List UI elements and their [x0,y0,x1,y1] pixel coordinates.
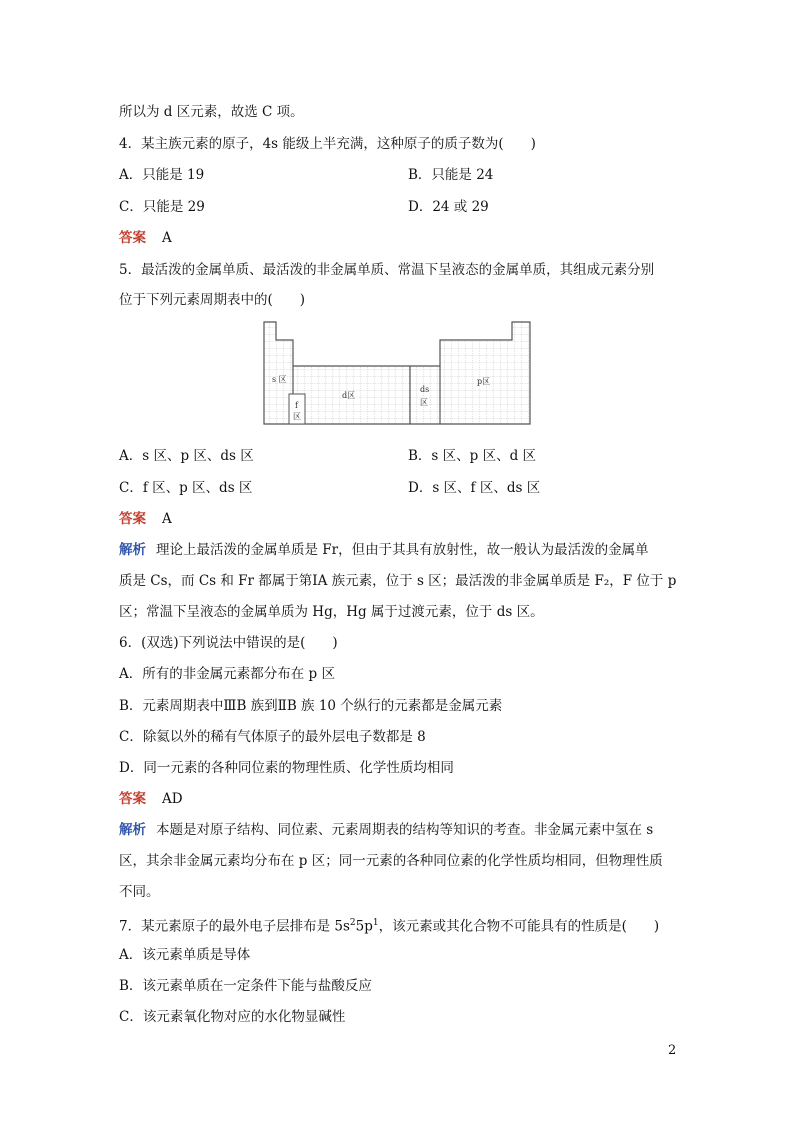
q7-stem-part-c: ，该元素或其化合物不可能具有的性质是( ) [378,918,660,935]
q5-option-d: D．s 区、f 区、ds 区 [408,480,541,496]
question-5-stem-2: 位于下列元素周期表中的( ) [119,292,306,308]
periodic-table-figure [262,320,532,426]
q5-explanation-1 [119,541,649,559]
q5-explanation-3: 区；常温下呈液态的金属单质为 Hg，Hg 属于过渡元素，位于 ds 区。 [119,604,544,620]
q7-stem-part-b: 5p [355,918,373,935]
q6-option-d: D．同一元素的各种同位素的物理性质、化学性质均相同 [119,760,454,776]
q6-explanation-2: 区，其余非金属元素均分布在 p 区；同一元素的各种同位素的化学性质均相同，但物理性质 [119,853,663,869]
q6-explanation-3: 不同。 [119,884,160,900]
answer-label: 答案 [119,230,146,246]
q5-answer [119,510,172,528]
page-number: 2 [668,1043,677,1058]
q6-explanation-1 [119,821,653,839]
question-7-stem [119,914,659,936]
q7-option-c: C．该元素氧化物对应的水化物显碱性 [119,1009,346,1025]
answer-value: A [162,230,172,246]
q4-option-c: C．只能是 29 [119,199,205,215]
q6-option-a: A．所有的非金属元素都分布在 p 区 [119,666,335,682]
q4-option-d: D．24 或 29 [408,199,489,215]
text-line: 所以为 d 区元素，故选 C 项。 [119,104,304,120]
q4-option-a: A．只能是 19 [119,167,205,183]
q5-option-c: C．f 区、p 区、ds 区 [119,480,253,496]
question-4-stem: 4．某主族元素的原子，4s 能级上半充满，这种原子的质子数为( ) [119,136,536,152]
q5-option-a: A．s 区、p 区、ds 区 [119,448,254,464]
ds-block-label-1: ds [420,385,430,394]
q4-answer [119,229,172,247]
q5-explanation-2: 质是 Cs，而 Cs 和 Fr 都属于第ⅠA 族元素，位于 s 区；最活泼的非金属单质是 F₂，F 位于 p [119,573,677,589]
d-block-label: d区 [342,391,356,400]
ds-block-label-2: 区 [420,398,428,407]
explanation-label: 解析 [119,822,146,838]
q4-option-b: B．只能是 24 [408,167,494,183]
answer-label: 答案 [119,791,146,807]
q7-superscript-2: 1 [372,918,379,928]
q7-superscript-1: 2 [349,918,356,928]
explanation-text: 本题是对原子结构、同位素、元素周期表的结构等知识的考查。非金属元素中氢在 s [156,822,654,838]
f-block-label-1: f [295,401,298,410]
f-block-label-2: 区 [293,412,301,421]
explanation-label: 解析 [119,542,146,558]
answer-label: 答案 [119,511,146,527]
explanation-text: 理论上最活泼的金属单质是 Fr，但由于其具有放射性，故一般认为最活泼的金属单 [156,542,649,558]
q6-option-c: C．除氦以外的稀有气体原子的最外层电子数都是 8 [119,729,426,745]
question-6-stem: 6．(双选)下列说法中错误的是( ) [119,635,338,651]
p-block-label: p区 [477,377,491,386]
answer-value: A [162,511,172,527]
q6-option-b: B．元素周期表中ⅢB 族到ⅡB 族 10 个纵行的元素都是金属元素 [119,698,503,714]
s-block-label: s 区 [272,375,287,384]
question-5-stem-1: 5．最活泼的金属单质、最活泼的非金属单质、常温下呈液态的金属单质，其组成元素分别 [119,262,655,278]
q7-option-b: B．该元素单质在一定条件下能与盐酸反应 [119,978,372,994]
q5-option-b: B．s 区、p 区、d 区 [408,448,537,464]
q6-answer [119,790,183,808]
q7-stem-part-a: 7．某元素原子的最外电子层排布是 5s [119,918,350,935]
q7-option-a: A．该元素单质是导体 [119,947,251,963]
answer-value: AD [162,791,183,807]
